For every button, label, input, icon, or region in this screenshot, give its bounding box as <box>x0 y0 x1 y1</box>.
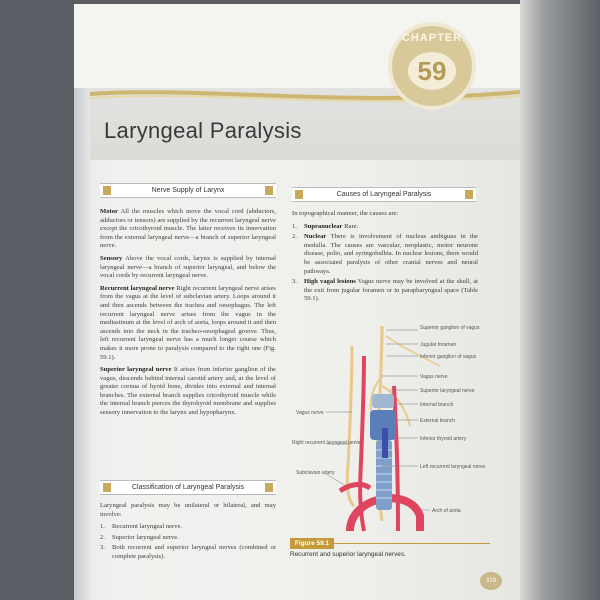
list-item <box>292 223 478 232</box>
list-item-number: 2. <box>100 533 105 541</box>
fig-label-vagus-left: Vagus nerve <box>296 410 324 416</box>
fig-label-subclavian: Subclavian artery <box>296 470 335 476</box>
section-heading-causes <box>292 187 476 202</box>
fig-label-external-branch: External branch <box>420 418 456 424</box>
page-edge-background <box>520 0 600 600</box>
section-heading-classification-text: Classification of Laryngeal Paralysis <box>131 484 245 491</box>
section-heading-nerve-supply-text: Nerve Supply of Larynx <box>151 187 225 194</box>
page-number: 319 <box>480 572 502 590</box>
page-title: Laryngeal Paralysis <box>104 118 302 143</box>
paragraph-recurrent-text: Right recurrent laryngeal nerve arises from the vagus at the level of subclavian artery. Loops around it and then ascends between the trachea and oesophagus. The left recurrent laryngeal nerve arises from the vagus in the mediastinum at the level of arch of aorta, loops around it and then ascends into the neck in the tracheo-oesophageal groove. Thus, left recurrent laryngeal nerve has a much longer course which makes it more prone to paralysis compared to the right one (Fig. 59.1). <box>100 284 277 361</box>
fig-label-jugular-foramen: Jugular foramen <box>420 342 457 348</box>
paragraph-recurrent <box>100 285 276 362</box>
list-item-text: There is involvement of nucleus ambiguus in the medulla. The causes are vascular, neoplastic, motor neurone disease, polio, and syringobulbia. In nuclear lesions, there would be associated paralysis of other cranial nerves and neural pathways. <box>304 233 478 275</box>
list-item-label: Supranuclear <box>304 222 343 230</box>
section-heading-classification <box>100 480 276 495</box>
list-item-label: High vagal lesions <box>304 278 356 286</box>
paragraph-motor-text: All the muscles which move the vocal cord (abductors, adductors or tensors) are supplied by the recurrent laryngeal nerve except the cricothyroid muscle. The latter receives its innervation from the external laryngeal nerve—a branch of superior laryngeal nerve. <box>100 208 276 250</box>
paragraph-sensory <box>100 255 276 281</box>
classification-text <box>100 502 276 564</box>
list-item-text: Superior laryngeal nerve. <box>112 533 179 541</box>
section-heading-nerve-supply <box>100 183 276 198</box>
figure-label: Figure 59.1 <box>290 538 334 549</box>
figure-caption-rule <box>334 543 490 544</box>
fig-label-left-recurrent: Left recurrent laryngeal nerve <box>420 464 486 470</box>
list-item <box>100 534 276 543</box>
figure-illustration <box>290 316 486 538</box>
classification-intro: Laryngeal paralysis may be unilateral or bilateral, and may involve: <box>100 502 276 518</box>
fig-label-superior-ganglion: Superior ganglion of vagus <box>420 325 480 331</box>
list-item-text: Recurrent laryngeal nerve. <box>112 523 183 531</box>
paragraph-superior-text: It arises from inferior ganglion of the vagus, descends behind internal carotid artery and, at the level of greater cornua of hyoid bone, divides into external and internal branches. The external branch supplies cricothyroid muscle while the internal branch pierces the thyrohyoid membrane and supplies sensory innervation to the larynx and hypopharynx. <box>100 366 276 417</box>
causes-intro: In topographical manner, the causes are: <box>292 210 399 217</box>
list-item-label: Nuclear <box>304 233 327 241</box>
list-item-number: 2. <box>292 233 297 241</box>
fig-label-inferior-ganglion: Inferior ganglion of vagus <box>420 354 477 360</box>
list-item-text: Both recurrent and superior laryngeal nerves (combined or complete paralysis). <box>112 544 276 560</box>
paragraph-recurrent-label: Recurrent laryngeal nerve <box>100 284 175 292</box>
fig-label-inferior-thyroid: Inferior thyroid artery <box>420 436 467 442</box>
fig-label-internal-branch: Internal branch <box>420 402 454 408</box>
paragraph-sensory-text: Above the vocal cords, larynx is supplied by internal laryngeal nerve—a branch of superior laryngeal, and below the vocal cords by recurrent laryngeal nerve. <box>100 254 276 280</box>
list-item <box>100 523 276 532</box>
right-column-text <box>292 210 478 306</box>
fig-label-arch-aorta: Arch of aorta <box>432 508 461 514</box>
list-item-text: Rare. <box>342 222 359 230</box>
paragraph-superior-label: Superior laryngeal nerve <box>100 366 172 374</box>
paragraph-sensory-label: Sensory <box>100 254 123 262</box>
paragraph-motor-label: Motor <box>100 208 118 215</box>
list-item-text: Vagus nerve may be involved at the skull, at the exit from jugular foramen or in parapharyngeal space (Table 59.1). <box>304 278 479 303</box>
list-item-number: 1. <box>292 222 297 230</box>
list-item-number: 3. <box>100 544 105 552</box>
fig-label-vagus-right: Vagus nerve <box>420 374 448 380</box>
causes-list <box>292 223 478 304</box>
list-item <box>292 278 478 304</box>
paragraph-superior <box>100 366 276 418</box>
left-column-text <box>100 208 276 422</box>
chapter-word: CHAPTER <box>401 32 463 44</box>
classification-list <box>100 523 276 561</box>
figure-caption: Recurrent and superior laryngeal nerves. <box>290 551 406 558</box>
section-heading-causes-text: Causes of Laryngeal Paralysis <box>336 191 432 198</box>
paragraph-motor <box>100 208 276 251</box>
chapter-number: 59 <box>408 52 456 90</box>
fig-label-right-recurrent: Right recurrent laryngeal nerve <box>292 440 361 446</box>
list-item <box>292 233 478 276</box>
list-item <box>100 544 276 561</box>
list-item-number: 3. <box>292 278 297 286</box>
list-item-number: 1. <box>100 523 105 531</box>
fig-label-superior-laryngeal: Superior laryngeal nerve <box>420 388 475 394</box>
